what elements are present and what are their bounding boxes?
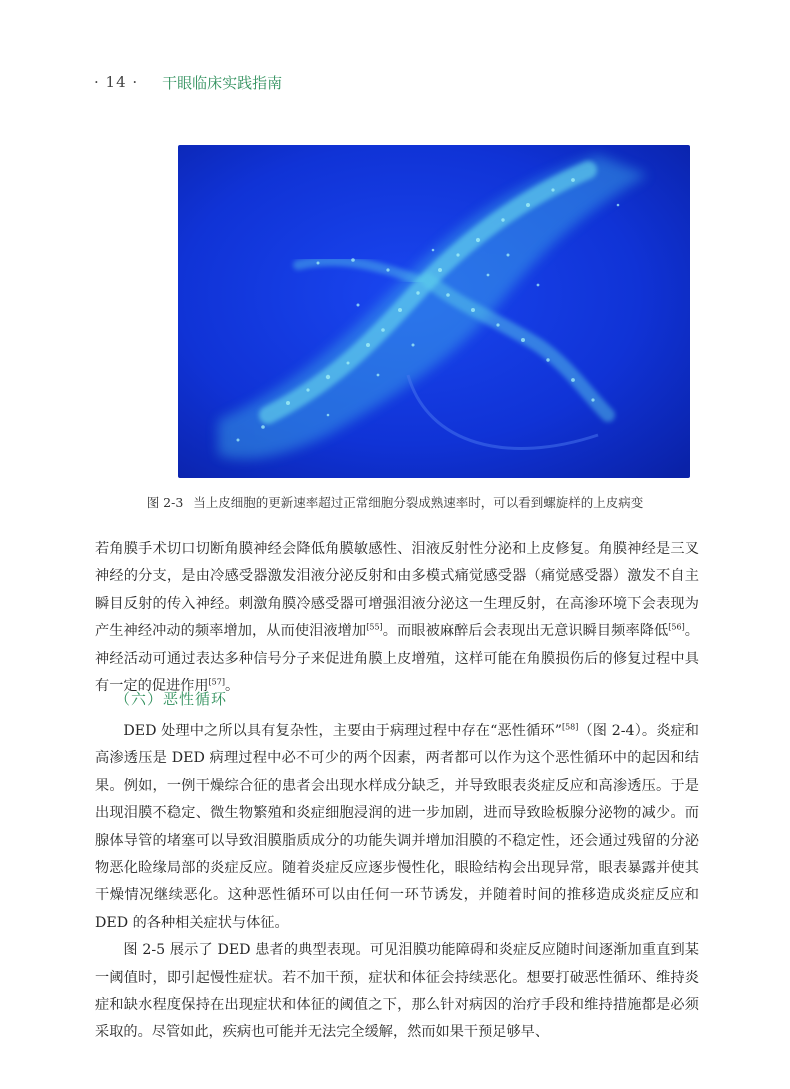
paragraph-vicious-cycle: DED 处理中之所以具有复杂性，主要由于病理过程中存在“恶性循环”[58]（图 2-4）。炎症和高渗透压是 DED 病理过程中必不可少的两个因素，两者都可以作为这个恶性循环中的起因和结果。例如，一例干燥综合征的患者会出现水样成分缺乏，并导致眼表炎症反应和高渗透压。于是出现泪膜不稳定、微生物繁殖和炎症细胞浸润的进一步加剧，进而导致睑板腺分泌物的减少。而腺体导管的堵塞可以导致泪膜脂质成分的功能失调并增加泪膜的不稳定性，还会通过残留的分泌物恶化睑缘局部的炎症反应。随着炎症反应逐步慢性化，眼睑结构会出现异常，眼表暴露并使其干燥情况继续恶化。这种恶性循环可以由任何一环节诱发，并随着时间的推移造成炎症反应和 DED 的各种相关症状与体征。 图 2-5 展示了 DED 患者的典型表现。可见泪膜功能障碍和炎症反应随时间逐渐加重直到某一阈值时，即引起慢性症状。若不加干预，症状和体征会持续恶化。想要打破恶性循环、维持炎症和缺水程度保持在出现症状和体征的阈值之下，那么针对病因的治疗手段和维持措施都是必须采取的。尽管如此，疾病也可能并无法完全缓解，然而如果干预足够早、 xyxy=(95,718,699,1047)
citation-56: [56] xyxy=(668,622,685,632)
paragraph-corneal-nerve: 若角膜手术切口切断角膜神经会降低角膜敏感性、泪液反射性分泌和上皮修复。角膜神经是三叉神经的分支，是由冷感受器激发泪液分泌反射和由多模式痛觉感受器（痛觉感受器）激发不自主瞬目反射的传入神经。刺激角膜冷感受器可增强泪液分泌这一生理反射，在高渗环境下会表现为产生神经冲动的频率增加，从而使泪液增加[55]。而眼被麻醉后会表现出无意识瞬目频率降低[56]。神经活动可通过表达多种信号分子来促进角膜上皮增殖，这样可能在角膜损伤后的修复过程中具有一定的促进作用[57]。 xyxy=(95,541,699,695)
figure-caption xyxy=(0,493,790,511)
paragraph-figure-2-5: 图 2-5 展示了 DED 患者的典型表现。可见泪膜功能障碍和炎症反应随时间逐渐加重直到某一阈值时，即引起慢性症状。若不加干预，症状和体征会持续恶化。想要打破恶性循环、维持炎症和缺水程度保持在出现症状和体征的阈值之下，那么针对病因的治疗手段和维持措施都是必须采取的。尽管如此，疾病也可能并无法完全缓解，然而如果干预足够早、 xyxy=(95,942,699,1041)
corneal-image xyxy=(178,145,690,478)
running-title: 干眼临床实践指南 xyxy=(162,73,283,92)
figure-caption-text: 当上皮细胞的更新速率超过正常细胞分裂成熟速率时，可以看到螺旋样的上皮病变 xyxy=(193,495,644,510)
fluorescein-stain-photo xyxy=(178,145,690,478)
page-header xyxy=(94,70,282,94)
citation-58: [58] xyxy=(561,722,579,732)
citation-57: [57] xyxy=(208,677,225,687)
page-number: · 14 · xyxy=(94,73,139,91)
figure-label: 图 2-3 xyxy=(146,495,184,510)
section-heading-vicious-cycle: （六）恶性循环 xyxy=(115,690,228,708)
citation-55: [55] xyxy=(366,622,383,632)
